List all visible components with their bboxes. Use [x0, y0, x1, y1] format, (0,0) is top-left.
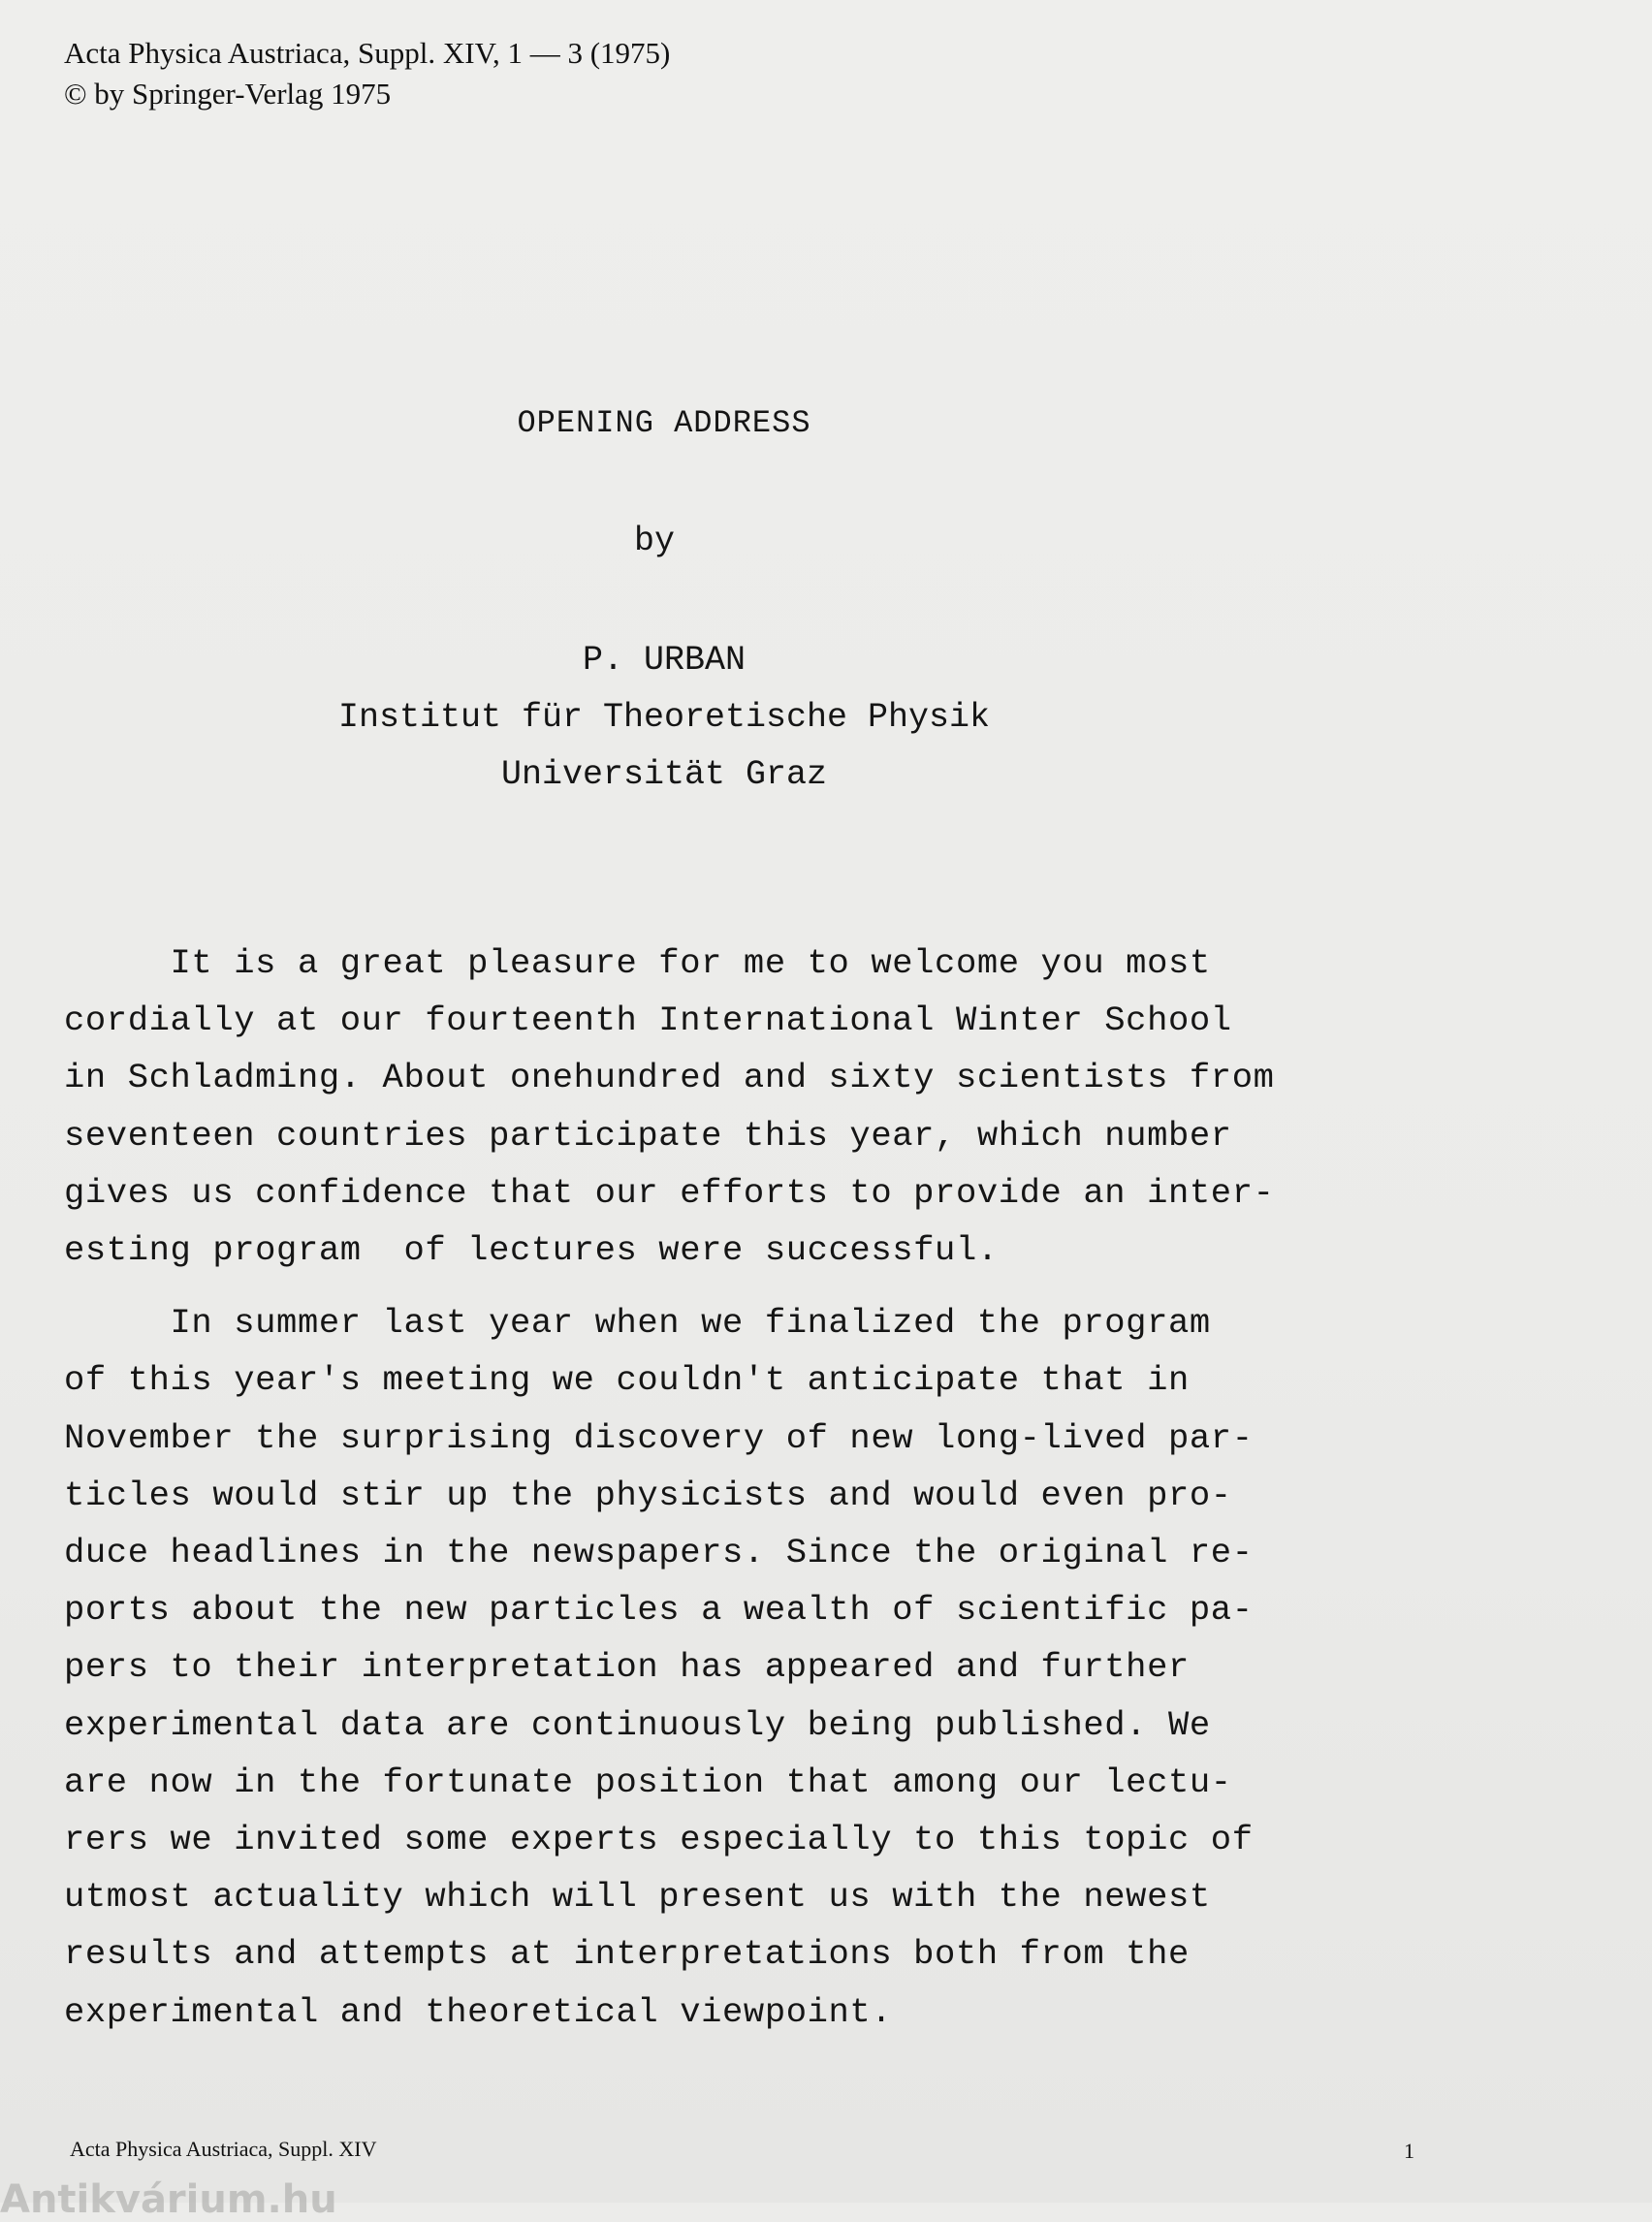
text-line: seventeen countries participate this year, which number: [64, 1115, 1232, 1156]
page-number: 1: [1404, 2139, 1414, 2163]
article-title: OPENING ADDRESS: [517, 405, 811, 441]
text-line: duce headlines in the newspapers. Since the original re-: [64, 1533, 1254, 1573]
copyright-line: © by Springer-Verlag 1975: [64, 77, 392, 111]
journal-citation: Acta Physica Austriaca, Suppl. XIV, 1 — 3 (1975): [64, 36, 671, 70]
article-body: [64, 935, 1363, 2041]
text-line: November the surprising discovery of new long-lived par-: [64, 1417, 1254, 1458]
paragraph-2: [64, 1294, 1363, 2041]
author-block: [0, 632, 1328, 804]
author-institute: Institut für Theoretische Physik: [337, 698, 991, 737]
text-line: results and attempts at interpretations both from the: [64, 1934, 1190, 1975]
footer-journal: Acta Physica Austriaca, Suppl. XIV: [70, 2137, 377, 2161]
text-line: of this year's meeting we couldn't anticipate that in: [64, 1360, 1190, 1401]
journal-header: [64, 33, 670, 114]
text-line: In summer last year when we finalized the program: [64, 1303, 1211, 1344]
text-line: ports about the new particles a wealth of scientific pa-: [64, 1590, 1254, 1631]
text-line: gives us confidence that our efforts to provide an inter-: [64, 1172, 1275, 1213]
text-line: It is a great pleasure for me to welcome you most: [64, 943, 1211, 983]
text-line: pers to their interpretation has appeared and further: [64, 1647, 1190, 1688]
author-name: P. URBAN: [582, 641, 747, 680]
watermark: Antikvárium.hu: [0, 2177, 337, 2222]
text-line: utmost actuality which will present us with the newest: [64, 1877, 1211, 1918]
author-university: Universität Graz: [500, 755, 828, 794]
text-line: esting program of lectures were successful.: [64, 1230, 999, 1271]
byline: by: [633, 522, 675, 560]
text-line: experimental data are continuously being published. We: [64, 1704, 1211, 1745]
text-line: are now in the fortunate position that among our lectu-: [64, 1762, 1232, 1802]
text-line: ticles would stir up the physicists and would even pro-: [64, 1475, 1232, 1515]
text-line: experimental and theoretical viewpoint.: [64, 1991, 893, 2032]
text-line: cordially at our fourteenth International Winter School: [64, 1000, 1232, 1041]
text-line: rers we invited some experts especially to this topic of: [64, 1820, 1254, 1860]
paragraph-1: [64, 935, 1363, 1279]
text-line: in Schladming. About onehundred and sixty scientists from: [64, 1058, 1275, 1098]
